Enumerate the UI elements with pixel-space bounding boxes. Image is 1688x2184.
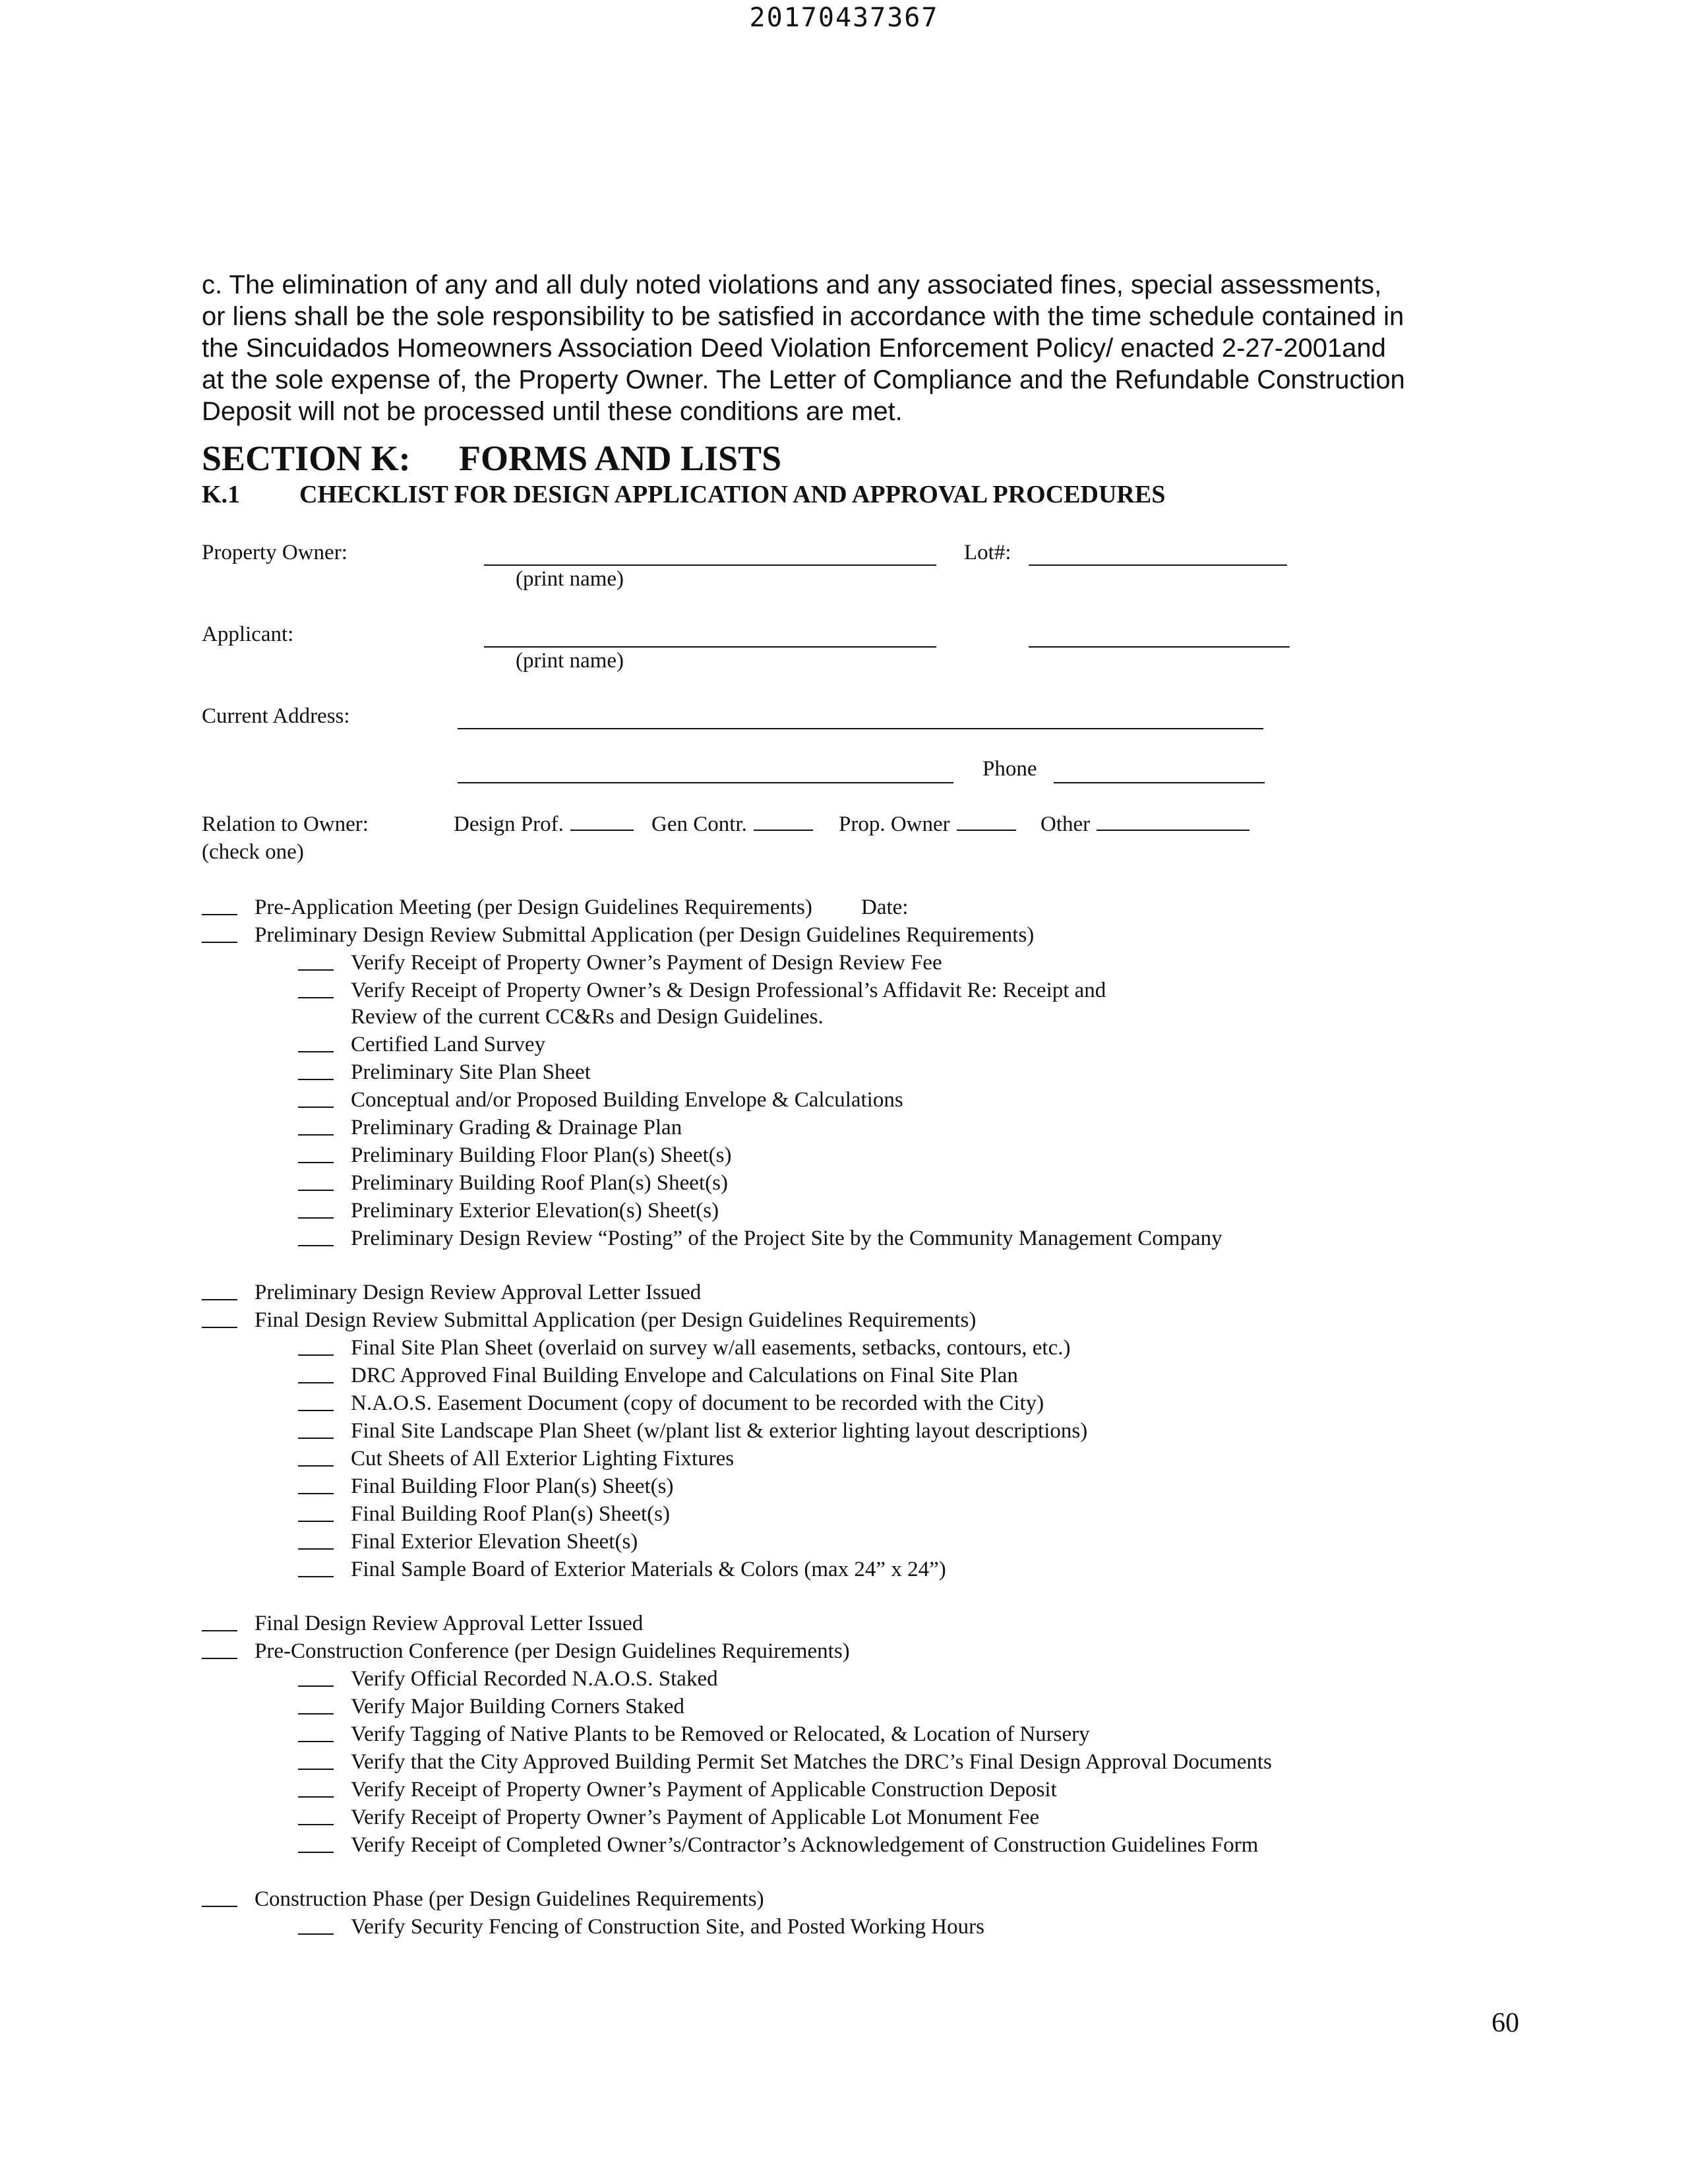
checklist-subitem xyxy=(298,1087,903,1113)
checklist-subitem xyxy=(298,1666,718,1692)
checkbox-blank[interactable] xyxy=(298,1556,334,1577)
checkbox-blank[interactable] xyxy=(298,1693,334,1714)
checkbox-blank[interactable] xyxy=(298,1390,334,1411)
option-gen-contr-label: Gen Contr. xyxy=(651,812,747,836)
checklist-subitem xyxy=(298,1418,1088,1444)
checkbox-blank[interactable] xyxy=(298,1114,334,1136)
section-title: FORMS AND LISTS xyxy=(459,439,782,478)
paragraph-line: at the sole expense of, the Property Owner. The Letter of Compliance and the Refundable Construction xyxy=(202,365,1405,394)
date-label: Date: xyxy=(861,895,909,919)
document-number: 20170437367 xyxy=(749,3,939,33)
item-label: Final Sample Board of Exterior Materials & Colors (max 24” x 24”) xyxy=(351,1558,946,1581)
check-one-hint: (check one) xyxy=(202,840,304,864)
address-line-1-field[interactable] xyxy=(458,728,1263,729)
option-prop-owner xyxy=(839,812,1016,837)
item-label: Preliminary Building Roof Plan(s) Sheet(s) xyxy=(351,1171,728,1195)
checkbox-blank[interactable] xyxy=(298,1749,334,1770)
item-label: DRC Approved Final Building Envelope and Calculations on Final Site Plan xyxy=(351,1364,1018,1387)
page-number: 60 xyxy=(1492,2008,1519,2038)
checklist-subitem xyxy=(298,1721,1090,1747)
gen-contr-check-blank[interactable] xyxy=(754,812,813,831)
print-name-hint: (print name) xyxy=(516,649,624,673)
checkbox-blank[interactable] xyxy=(298,1362,334,1383)
item-label: Certified Land Survey xyxy=(351,1033,546,1056)
checklist-subitem xyxy=(298,1225,1222,1252)
checkbox-blank[interactable] xyxy=(298,1418,334,1439)
paragraph-c xyxy=(202,269,1540,427)
design-prof-check-blank[interactable] xyxy=(570,812,634,831)
item-label: Final Design Review Approval Letter Issued xyxy=(255,1612,644,1635)
checkbox-blank[interactable] xyxy=(202,1886,237,1907)
prop-owner-check-blank[interactable] xyxy=(957,812,1016,831)
item-label: Final Building Roof Plan(s) Sheet(s) xyxy=(351,1502,670,1526)
checkbox-blank[interactable] xyxy=(298,1059,334,1080)
option-gen-contr xyxy=(651,812,813,837)
item-label: Final Exterior Elevation Sheet(s) xyxy=(351,1530,638,1554)
paragraph-line: Deposit will not be processed until these conditions are met. xyxy=(202,397,903,426)
checklist-subitem xyxy=(298,1776,1057,1803)
checkbox-blank[interactable] xyxy=(298,1721,334,1742)
item-label: Preliminary Grading & Drainage Plan xyxy=(351,1116,682,1139)
lot-field[interactable] xyxy=(1029,564,1287,566)
checklist-subitem xyxy=(298,950,942,976)
property-owner-label: Property Owner: xyxy=(202,541,347,564)
checklist-item xyxy=(202,922,1035,948)
checklist-item xyxy=(202,1279,702,1306)
applicant-label: Applicant: xyxy=(202,622,294,646)
property-owner-field[interactable] xyxy=(484,564,936,566)
current-address-label: Current Address: xyxy=(202,704,350,728)
item-label: Verify Official Recorded N.A.O.S. Staked xyxy=(351,1667,718,1691)
checkbox-blank[interactable] xyxy=(298,1445,334,1467)
phone-label: Phone xyxy=(982,757,1037,781)
item-label: N.A.O.S. Easement Document (copy of document to be recorded with the City) xyxy=(351,1391,1044,1415)
item-label: Verify Receipt of Property Owner’s Payment of Applicable Construction Deposit xyxy=(351,1778,1057,1802)
checklist-subitem xyxy=(298,1390,1044,1416)
checklist-subitem xyxy=(298,1749,1272,1775)
item-label: Pre-Construction Conference (per Design Guidelines Requirements) xyxy=(255,1639,850,1663)
checklist-subitem xyxy=(298,1059,591,1085)
checkbox-blank[interactable] xyxy=(298,1776,334,1798)
item-label: Verify Receipt of Property Owner’s & Design Professional’s Affidavit Re: Receipt and xyxy=(351,979,1106,1002)
checklist-subitem xyxy=(298,1114,682,1141)
checkbox-blank[interactable] xyxy=(298,1225,334,1246)
relation-label: Relation to Owner: xyxy=(202,812,369,836)
checkbox-blank[interactable] xyxy=(298,1142,334,1163)
checkbox-blank[interactable] xyxy=(202,922,237,943)
item-label: Verify Tagging of Native Plants to be Removed or Relocated, & Location of Nursery xyxy=(351,1722,1090,1746)
checklist-subitem xyxy=(298,1362,1018,1389)
checklist-subitem xyxy=(298,1501,670,1527)
paragraph-line: the Sincuidados Homeowners Association Deed Violation Enforcement Policy/ enacted 2-27-2001and xyxy=(202,334,1386,363)
checklist-subitem xyxy=(298,1693,684,1720)
checklist-subitem xyxy=(298,1473,674,1500)
checkbox-blank[interactable] xyxy=(298,1501,334,1522)
section-label: SECTION K: xyxy=(202,439,411,478)
item-label: Preliminary Design Review Submittal Application (per Design Guidelines Requirements) xyxy=(255,923,1035,947)
checkbox-blank[interactable] xyxy=(202,1307,237,1328)
checklist-item xyxy=(202,1886,764,1912)
checkbox-blank[interactable] xyxy=(298,1170,334,1191)
paragraph-line: c. The elimination of any and all duly noted violations and any associated fines, special assessments, xyxy=(202,270,1382,299)
item-label: Cut Sheets of All Exterior Lighting Fixtures xyxy=(351,1447,735,1471)
item-label: Preliminary Design Review “Posting” of the Project Site by the Community Management Company xyxy=(351,1227,1222,1250)
checkbox-blank[interactable] xyxy=(202,1638,237,1659)
applicant-field[interactable] xyxy=(484,646,936,648)
item-label: Preliminary Building Floor Plan(s) Sheet(s) xyxy=(351,1143,732,1167)
subsection-number: K.1 xyxy=(202,481,241,508)
checklist-subitem xyxy=(298,1804,1040,1831)
item-label: Preliminary Site Plan Sheet xyxy=(351,1060,591,1084)
phone-field[interactable] xyxy=(1054,782,1265,783)
section-heading xyxy=(202,438,782,479)
item-label: Verify Major Building Corners Staked xyxy=(351,1695,684,1718)
checkbox-blank[interactable] xyxy=(298,1198,334,1219)
checklist-subitem xyxy=(298,1445,735,1472)
item-label: Conceptual and/or Proposed Building Envelope & Calculations xyxy=(351,1088,903,1112)
other-check-blank[interactable] xyxy=(1097,812,1250,831)
checklist-item xyxy=(202,1610,644,1637)
checkbox-blank[interactable] xyxy=(298,1804,334,1825)
checkbox-blank[interactable] xyxy=(298,1031,334,1052)
lot-label: Lot#: xyxy=(964,541,1011,564)
checklist-subitem xyxy=(298,1031,546,1058)
item-label: Final Site Plan Sheet (overlaid on survey w/all easements, setbacks, contours, etc.) xyxy=(351,1336,1071,1360)
paragraph-line: or liens shall be the sole responsibility to be satisfied in accordance with the time schedule contained in xyxy=(202,302,1404,331)
checklist-item xyxy=(202,894,909,921)
checkbox-blank[interactable] xyxy=(298,1529,334,1550)
applicant-extra-field[interactable] xyxy=(1029,646,1290,648)
option-design-prof xyxy=(454,812,634,837)
checklist-subitem xyxy=(298,977,1106,1004)
item-label: Preliminary Exterior Elevation(s) Sheet(s) xyxy=(351,1199,719,1223)
checkbox-blank[interactable] xyxy=(298,950,334,971)
subsection-title: CHECKLIST FOR DESIGN APPLICATION AND APPROVAL PROCEDURES xyxy=(299,481,1166,508)
checkbox-blank[interactable] xyxy=(202,1279,237,1300)
item-label: Final Building Floor Plan(s) Sheet(s) xyxy=(351,1474,674,1498)
checklist-subitem xyxy=(298,1914,984,1940)
checkbox-blank[interactable] xyxy=(298,977,334,998)
option-other xyxy=(1040,812,1250,837)
item-label: Review of the current CC&Rs and Design Guidelines. xyxy=(351,1005,824,1029)
checklist-subitem xyxy=(298,1198,719,1224)
checkbox-blank[interactable] xyxy=(202,894,237,915)
option-prop-owner-label: Prop. Owner xyxy=(839,812,950,836)
checkbox-blank[interactable] xyxy=(298,1087,334,1108)
checklist-subitem xyxy=(298,1142,732,1168)
item-label: Verify Security Fencing of Construction Site, and Posted Working Hours xyxy=(351,1915,984,1939)
item-label: Verify Receipt of Property Owner’s Payment of Design Review Fee xyxy=(351,951,942,975)
option-other-label: Other xyxy=(1040,812,1091,836)
item-label: Final Site Landscape Plan Sheet (w/plant list & exterior lighting layout descriptions) xyxy=(351,1419,1088,1443)
item-label: Verify Receipt of Property Owner’s Payment of Applicable Lot Monument Fee xyxy=(351,1805,1040,1829)
checklist-item xyxy=(202,1638,850,1664)
checklist-subitem xyxy=(298,1832,1259,1858)
print-name-hint: (print name) xyxy=(516,567,624,591)
checkbox-blank[interactable] xyxy=(298,1832,334,1853)
checklist-subitem xyxy=(298,1335,1071,1361)
checkbox-blank[interactable] xyxy=(298,1914,334,1935)
subsection-heading xyxy=(202,480,1166,509)
option-design-prof-label: Design Prof. xyxy=(454,812,564,836)
checklist-subitem xyxy=(298,1170,728,1196)
item-label: Construction Phase (per Design Guidelines Requirements) xyxy=(255,1887,764,1911)
item-label: Verify Receipt of Completed Owner’s/Contractor’s Acknowledgement of Construction Guidelines Form xyxy=(351,1833,1259,1857)
item-label: Pre-Application Meeting (per Design Guidelines Requirements) xyxy=(255,895,812,919)
checkbox-blank[interactable] xyxy=(298,1473,334,1494)
item-label: Preliminary Design Review Approval Letter Issued xyxy=(255,1281,702,1304)
item-label: Verify that the City Approved Building Permit Set Matches the DRC’s Final Design Approval Documents xyxy=(351,1750,1272,1774)
address-line-2-field[interactable] xyxy=(458,782,953,783)
checkbox-blank[interactable] xyxy=(298,1666,334,1687)
checklist-subitem xyxy=(298,1529,638,1555)
checkbox-blank[interactable] xyxy=(202,1610,237,1631)
item-label: Final Design Review Submittal Application (per Design Guidelines Requirements) xyxy=(255,1308,977,1332)
checkbox-blank[interactable] xyxy=(298,1335,334,1356)
checklist-item xyxy=(202,1307,977,1333)
checklist-subitem xyxy=(298,1556,946,1583)
